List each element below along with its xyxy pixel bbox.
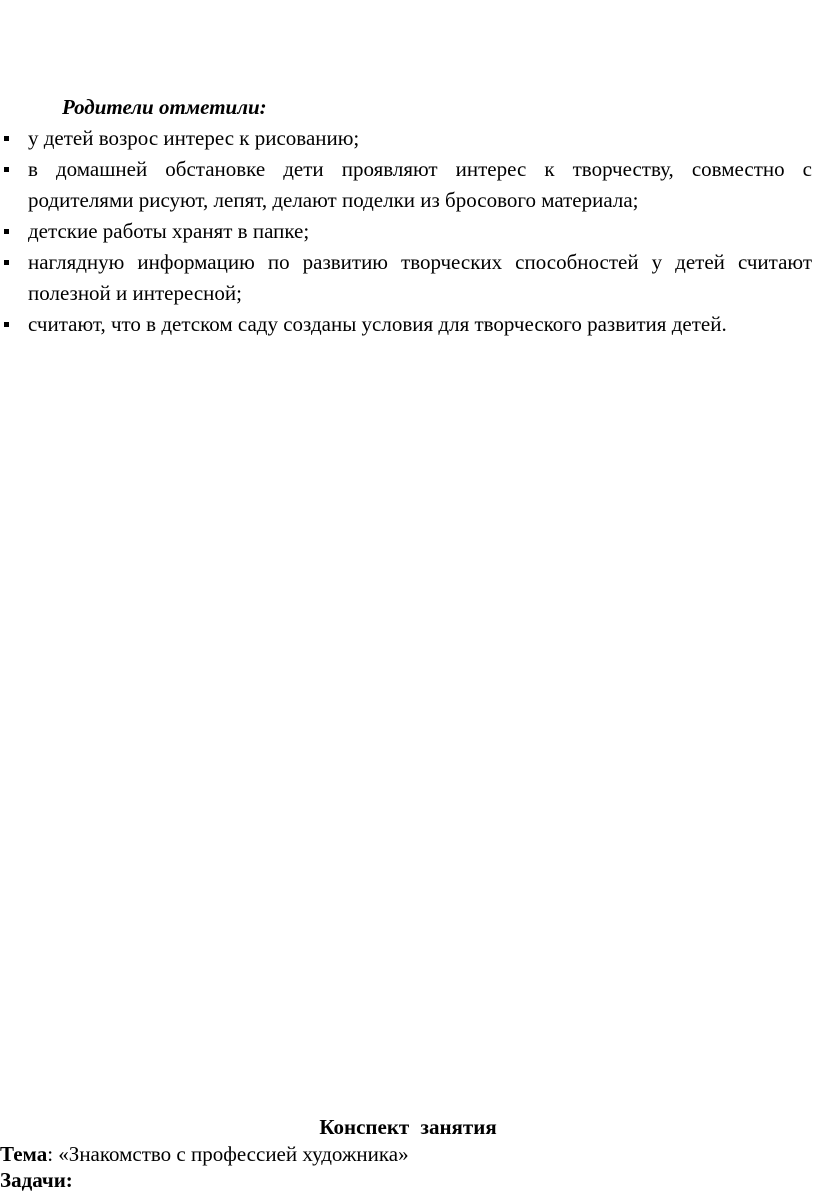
square-bullet-icon: [4, 136, 9, 141]
square-bullet-icon: [4, 322, 9, 327]
list-item-text: наглядную информацию по развитию творческих способностей у детей считают: [28, 250, 812, 274]
square-bullet-icon: [4, 229, 9, 234]
list-item-text: считают, что в детском саду созданы условия для творческого развития детей.: [28, 312, 727, 336]
square-bullet-icon: [4, 260, 9, 265]
parents-noted-heading: Родители отметили:: [62, 95, 267, 119]
topic-line: [0, 1141, 409, 1167]
list-item-text: в домашней обстановке дети проявляют интерес к творчеству, совместно с: [28, 157, 812, 181]
square-bullet-icon: [4, 167, 9, 172]
list-item: [0, 154, 816, 216]
list-item: [0, 309, 816, 340]
list-item-text: полезной и интересной;: [28, 281, 242, 305]
lesson-outline-title: Конспект занятия: [319, 1115, 497, 1139]
list-item-text: родителями рисуют, лепят, делают поделки из бросового материала;: [28, 188, 639, 212]
list-item: [0, 216, 816, 247]
topic-value: «Знакомство с профессией художника»: [58, 1142, 409, 1166]
list-item-text: у детей возрос интерес к рисованию;: [28, 126, 360, 150]
tasks-label: Задачи:: [0, 1168, 73, 1192]
parents-feedback-list: [0, 123, 816, 340]
list-item: [0, 247, 816, 309]
list-item-text: детские работы хранят в папке;: [28, 219, 310, 243]
topic-separator: :: [47, 1142, 59, 1166]
topic-label: Тема: [0, 1142, 48, 1166]
list-item: [0, 123, 816, 154]
